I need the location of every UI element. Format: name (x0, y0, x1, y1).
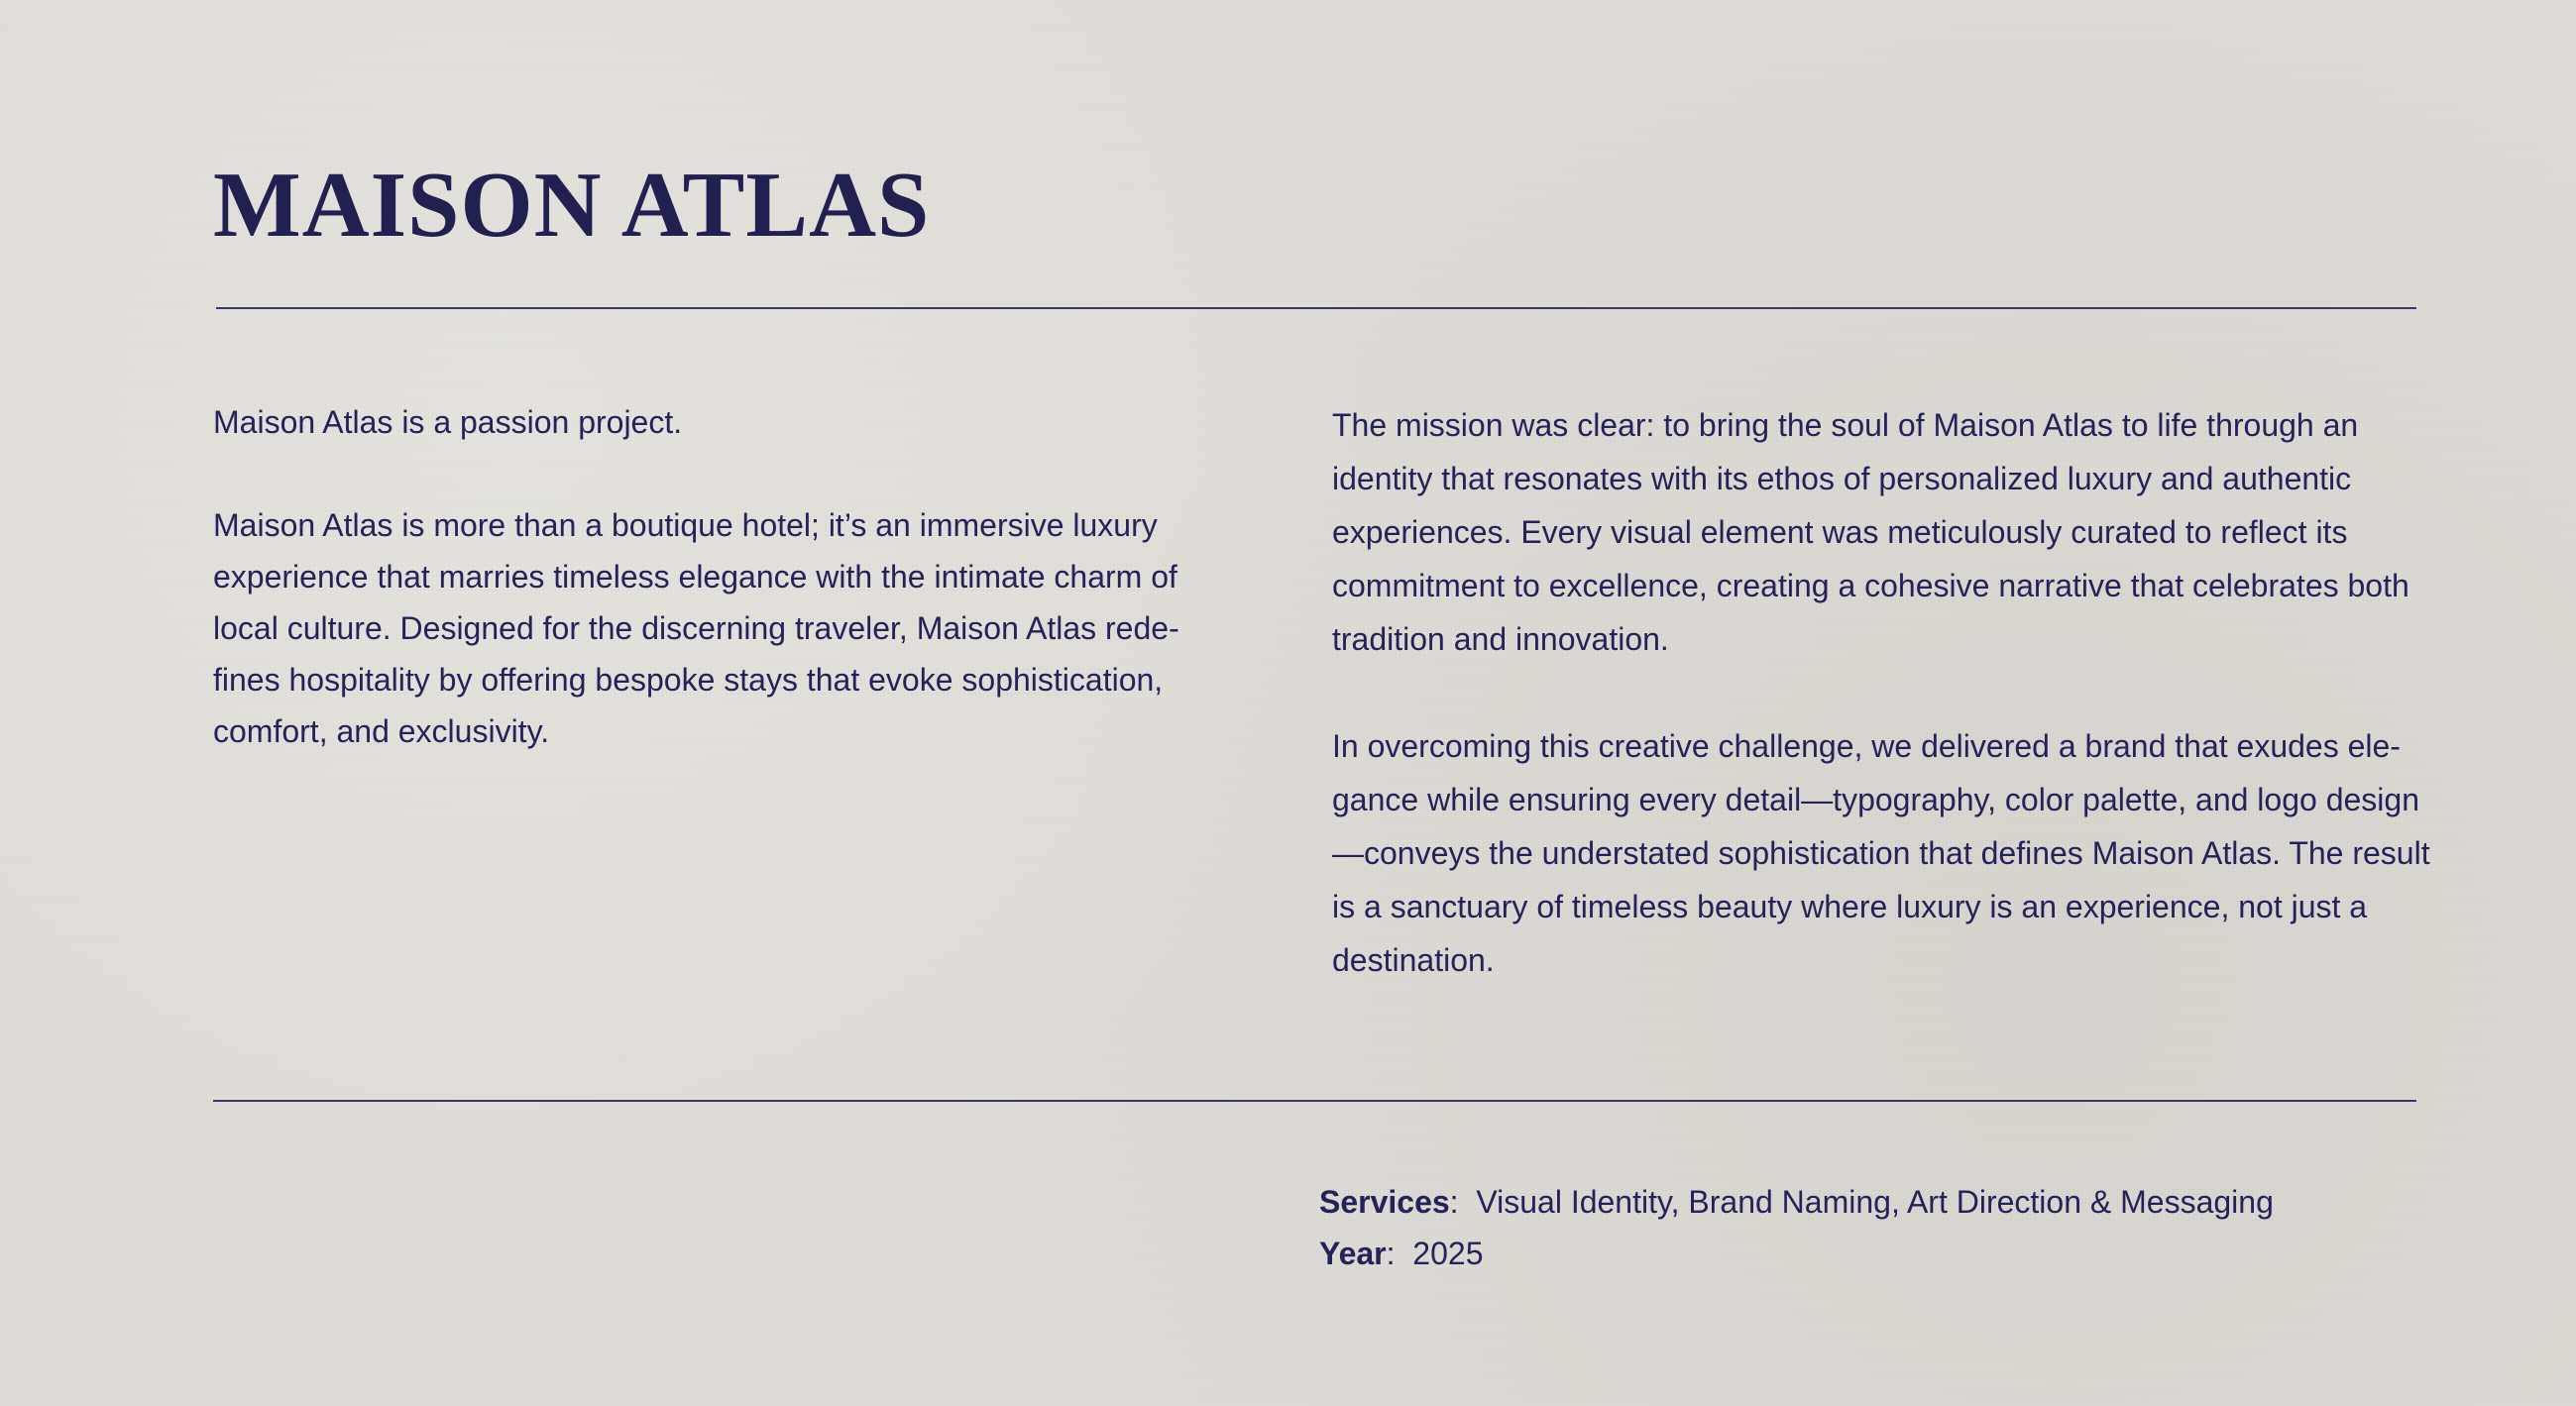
right-column (1332, 398, 2447, 987)
page-title: MAISON ATLAS (213, 154, 931, 257)
year-label: Year (1319, 1236, 1387, 1271)
description-text: Maison Atlas is more than a boutique hotel; it’s an immersive luxury experience that marries timeless elegance with the intimate charm of local culture. Designed for the discerning traveler, Maison Atlas redefines hospitality by offering bespoke stays that evoke sophistication, comfort, and exclusivity. (213, 507, 1179, 749)
bottom-divider (213, 1100, 2416, 1102)
intro-text: Maison Atlas is a passion project. (213, 404, 683, 440)
year-row (1319, 1228, 2274, 1279)
challenge-paragraph: In overcoming this creative challenge, we delivered a brand that exudes elegance while ensuring every detail—typography, color palette, and logo design—conveys the understated sophistication that defines Maison Atlas. The result is a sanctuary of timeless beauty where luxury is an experience, not just a destination. (1332, 728, 2430, 978)
services-row (1319, 1176, 2274, 1228)
services-value: Visual Identity, Brand Naming, Art Direction & Messaging (1476, 1184, 2274, 1220)
project-meta (1319, 1176, 2274, 1279)
services-separator: : (1449, 1184, 1477, 1220)
left-column (213, 396, 1214, 757)
services-label: Services (1319, 1184, 1450, 1220)
mission-paragraph: The mission was clear: to bring the soul of Maison Atlas to life through an identity that resonates with its ethos of personalized luxury and authentic experiences. Every visual element was meticulously curated to reflect its commitment to excellence, creating a cohesive narrative that celebrates both tradition and innovation. (1332, 407, 2409, 657)
year-separator: : (1386, 1236, 1413, 1271)
top-divider (216, 307, 2416, 309)
year-value: 2025 (1412, 1236, 1484, 1271)
